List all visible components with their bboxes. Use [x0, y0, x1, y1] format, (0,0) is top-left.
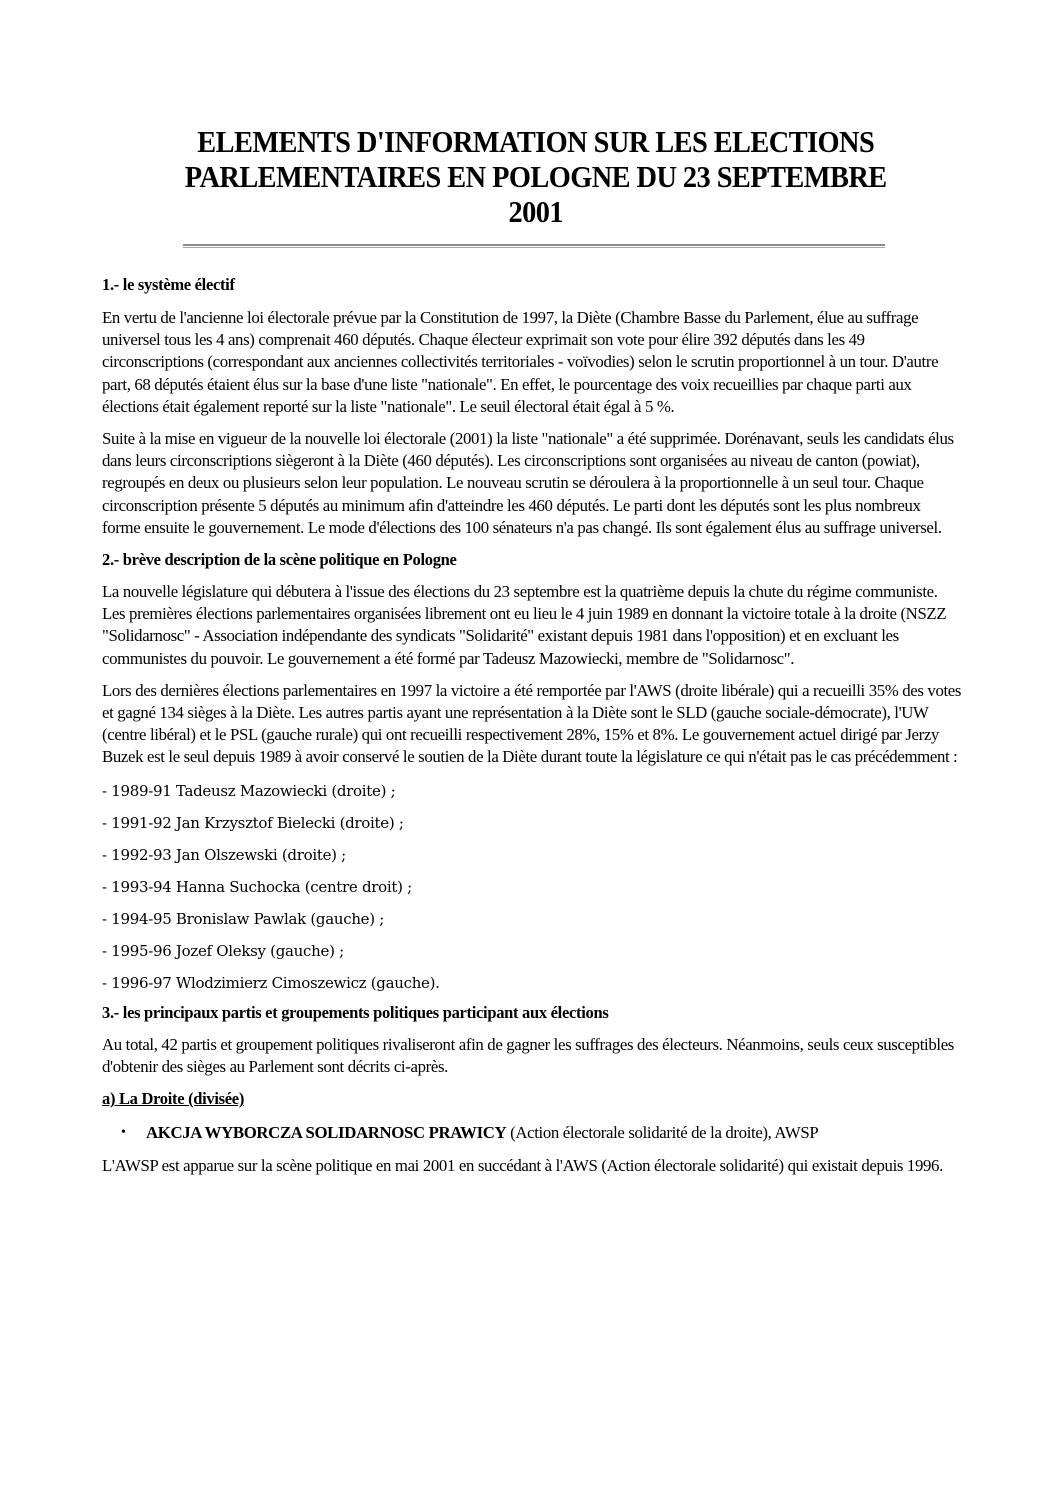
party-name: AKCJA WYBORCZA SOLIDARNOSC PRAWICY: [146, 1123, 507, 1143]
governments-list: [102, 781, 962, 993]
title-line: ELEMENTS D'INFORMATION SUR LES ELECTIONS: [197, 125, 875, 159]
government-item: - 1991-92 Jan Krzysztof Bielecki (droite) ;: [102, 813, 404, 832]
party-list: [102, 1122, 962, 1143]
section-heading: 2.- brève description de la scène politique en Pologne: [102, 550, 457, 570]
government-item: - 1993-94 Hanna Suchocka (centre droit) ;: [102, 877, 412, 896]
paragraph: La nouvelle législature qui débutera à l'issue des élections du 23 septembre est la quatrième depuis la chute du régime communiste. Les premières élections parlementaires organisées librement ont eu lieu le 4 juin 1989 en donnant la victoire totale à la droite (NSZZ "Solidarnosc" - Association indépendante des syndicats "Solidarité" existant depuis 1981 dans l'opposition) et en excluant les communistes du pouvoir. Le gouvernement a été formé par Tadeusz Mazowiecki, membre de "Solidarnosc".: [102, 582, 947, 668]
title-divider: [183, 244, 885, 248]
document-page: [102, 125, 962, 1177]
government-item: - 1994-95 Bronislaw Pawlak (gauche) ;: [102, 909, 385, 928]
paragraph: Lors des dernières élections parlementaires en 1997 la victoire a été remportée par l'AWS (droite libérale) qui a recueilli 35% des votes et gagné 134 sièges à la Diète. Les autres partis ayant une représentation à la Diète sont le SLD (gauche sociale-démocrate), l'UW (centre libéral) et le PSL (gauche rurale) qui ont recueilli respectivement 28%, 15% et 8%. Le gouvernement actuel dirigé par Jerzy Buzek est le seul depuis 1989 à avoir conservé le soutien de la Diète durant toute la législature ce qui n'était pas le cas précédemment :: [102, 680, 962, 767]
title-line: 2001: [508, 195, 563, 229]
title-line: PARLEMENTAIRES EN POLOGNE DU 23 SEPTEMBRE: [184, 160, 887, 194]
section-heading: 3.- les principaux partis et groupements politiques participant aux élections: [102, 1002, 609, 1022]
government-item: - 1995-96 Jozef Oleksy (gauche) ;: [102, 941, 344, 960]
party-description: (Action électorale solidarité de la droite), AWSP: [506, 1123, 819, 1143]
paragraph: Au total, 42 partis et groupement politiques rivaliseront afin de gagner les suffrages des électeurs. Néanmoins, seuls ceux susceptibles d'obtenir des sièges au Parlement sont décrits ci-après.: [102, 1034, 954, 1076]
paragraph: L'AWSP est apparue sur la scène politique en mai 2001 en succédant à l'AWS (Action électorale solidarité) qui existait depuis 1996.: [102, 1156, 943, 1176]
document-title: [132, 125, 932, 230]
bullet-icon: •: [121, 1125, 126, 1141]
government-item: - 1989-91 Tadeusz Mazowiecki (droite) ;: [102, 781, 396, 800]
paragraph: En vertu de l'ancienne loi électorale prévue par la Constitution de 1997, la Diète (Chambre Basse du Parlement, élue au suffrage universel tous les 4 ans) comprenait 460 députés. Chaque électeur exprimait son vote pour élire 392 députés dans les 49 circonscriptions (correspondant aux anciennes collectivités territoriales - voïvodies) selon le scrutin proportionnel à un tour. D'autre part, 68 députés étaient élus sur la base d'une liste "nationale". En effet, le pourcentage des voix recueillies par chaque parti aux élections était également reporté sur la liste "nationale". Le seuil électoral était égal à 5 %.: [102, 308, 939, 416]
government-item: - 1996-97 Wlodzimierz Cimoszewicz (gauche).: [102, 973, 440, 992]
subsection-heading: a) La Droite (divisée): [102, 1089, 245, 1109]
party-list-item: [121, 1122, 962, 1143]
government-item: - 1992-93 Jan Olszewski (droite) ;: [102, 845, 346, 864]
paragraph: Suite à la mise en vigueur de la nouvelle loi électorale (2001) la liste "nationale" a été supprimée. Dorénavant, seuls les candidats élus dans leurs circonscriptions siègeront à la Diète (460 députés). Les circonscriptions sont organisées au niveau de canton (powiat), regroupés en deux ou plusieurs selon leur population. Le nouveau scrutin se déroulera à la proportionnelle à un seul tour. Chaque circonscription présente 5 députés au minimum afin d'atteindre les 460 députés. Le parti dont les députés sont les plus nombreux forme ensuite le gouvernement. Le mode d'élections des 100 sénateurs n'a pas changé. Ils sont également élus au suffrage universel.: [102, 429, 954, 537]
section-heading: 1.- le système électif: [102, 275, 235, 294]
